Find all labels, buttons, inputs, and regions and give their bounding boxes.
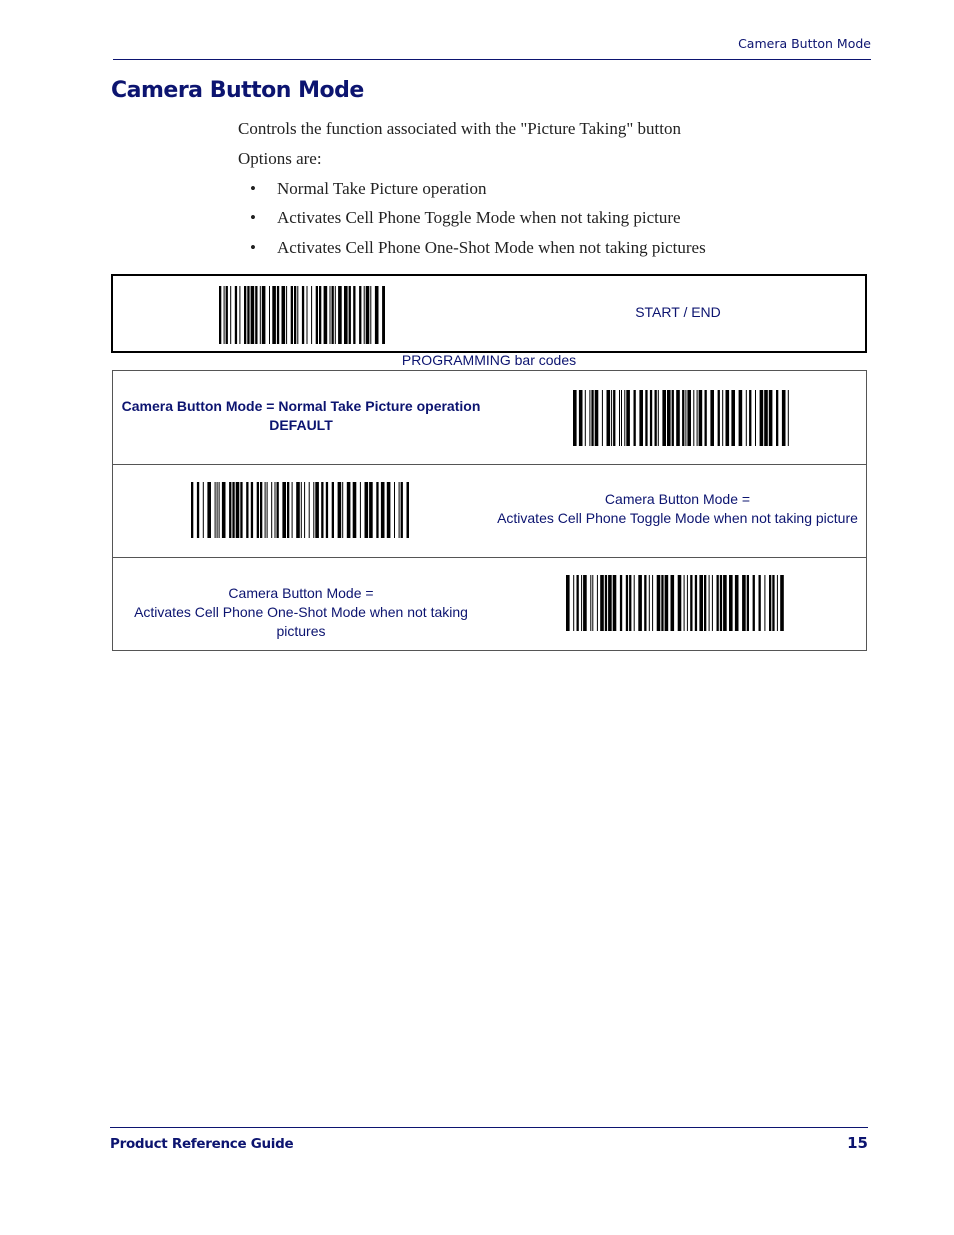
barcode-bar <box>611 390 612 446</box>
barcode-bar <box>639 390 643 446</box>
barcode-bar <box>191 482 193 538</box>
barcode-bar <box>326 482 328 538</box>
barcode-bar <box>197 482 199 538</box>
barcode-bar <box>626 390 630 446</box>
barcode-bar <box>780 575 784 631</box>
barcode-bar <box>592 575 593 631</box>
barcode-bar <box>573 575 574 631</box>
barcode-bar <box>401 482 403 538</box>
header-rule <box>113 59 871 60</box>
barcode-bar <box>704 575 706 631</box>
barcode-bar <box>330 286 331 344</box>
barcode-bar <box>726 390 730 446</box>
barcode-bar <box>269 286 270 344</box>
barcode-bar <box>782 390 786 446</box>
barcode-bar <box>407 482 410 538</box>
barcode-bar <box>360 482 361 538</box>
barcode-bar <box>735 575 739 631</box>
barcode-bar <box>301 482 302 538</box>
barcode-bar <box>311 286 312 344</box>
barcode-bar <box>370 286 371 344</box>
barcode-bar <box>760 390 764 446</box>
barcode-bar <box>282 482 286 538</box>
barcode-bar <box>286 286 287 344</box>
barcode-bar <box>222 482 226 538</box>
option-text: Normal Take Picture operation <box>277 179 487 198</box>
barcode-bar <box>638 575 642 631</box>
barcode-bar <box>272 286 276 344</box>
barcode-bar <box>236 482 240 538</box>
barcode-bar <box>203 482 204 538</box>
barcode-bar <box>634 575 635 631</box>
barcode-bar <box>277 482 279 538</box>
barcode-bar <box>699 390 703 446</box>
barcode-label-line1: Camera Button Mode = <box>228 585 374 601</box>
barcode-bar <box>359 286 361 344</box>
barcode-bar <box>657 575 661 631</box>
barcode-bar <box>335 286 336 344</box>
barcode-bar <box>399 482 400 538</box>
barcode-bar <box>665 575 669 631</box>
barcode-bar <box>678 575 682 631</box>
barcode-bar <box>364 286 365 344</box>
barcode-bar <box>282 286 286 344</box>
barcode-row-toggle <box>112 464 867 558</box>
barcode-bar <box>375 286 379 344</box>
option-text: Activates Cell Phone Toggle Mode when not taking picture <box>277 208 681 227</box>
barcode-toggle-mode <box>191 482 409 538</box>
barcode-bar <box>247 286 249 344</box>
barcode-bar <box>585 390 586 446</box>
running-header: Camera Button Mode <box>738 36 871 51</box>
barcode-bar <box>566 575 570 631</box>
bullet-icon: • <box>250 208 256 227</box>
barcode-bar <box>788 390 789 446</box>
barcode-bar <box>315 482 319 538</box>
barcode-bar <box>376 482 378 538</box>
barcode-bar <box>313 482 314 538</box>
barcode-label <box>113 584 489 641</box>
barcode-bar <box>321 482 323 538</box>
barcode-bar <box>597 575 598 631</box>
barcode-bar <box>644 575 646 631</box>
barcode-bar <box>583 575 587 631</box>
barcode-bar <box>776 390 778 446</box>
footer-guide-title: Product Reference Guide <box>110 1136 294 1152</box>
barcode-bar <box>381 482 385 538</box>
start-end-label: START / END <box>635 304 721 320</box>
barcode-bar <box>626 575 628 631</box>
barcode-bar <box>749 390 751 446</box>
barcode-bar <box>697 390 698 446</box>
barcode-bar <box>224 286 225 344</box>
barcode-label <box>113 397 489 435</box>
barcode-bar <box>650 390 652 446</box>
barcode-bar <box>687 575 688 631</box>
barcode-bar <box>332 286 334 344</box>
barcode-bar <box>690 575 692 631</box>
barcode-bar <box>687 390 691 446</box>
barcode-label-line2: DEFAULT <box>269 417 333 433</box>
barcode-bar <box>613 575 617 631</box>
options-intro: Options are: <box>238 149 322 168</box>
barcode-bar <box>772 575 774 631</box>
barcode-bar <box>369 482 373 538</box>
barcode-bar <box>579 390 583 446</box>
barcode-bar <box>387 482 391 538</box>
barcode-bar <box>347 482 351 538</box>
barcode-bar <box>573 390 577 446</box>
barcode-bar <box>309 482 310 538</box>
barcode-bar <box>262 286 266 344</box>
barcode-label-line1: Camera Button Mode = Normal Take Picture operation <box>121 398 481 414</box>
barcode-bar <box>307 286 308 344</box>
barcode-bar <box>581 575 582 631</box>
barcode-bar <box>720 575 722 631</box>
barcode-bar <box>602 390 603 446</box>
barcode-bar <box>649 575 650 631</box>
barcode-bar <box>366 286 370 344</box>
barcode-label-line2: Activates Cell Phone One-Shot Mode when not taking pictures <box>134 604 468 639</box>
barcode-bar <box>753 575 755 631</box>
barcode-bar <box>297 286 298 344</box>
barcode-bar <box>608 575 612 631</box>
barcode-bar <box>624 390 625 446</box>
barcode-bar <box>353 482 357 538</box>
barcode-bar <box>755 390 756 446</box>
barcode-bar <box>296 482 300 538</box>
barcode-label-line1: Camera Button Mode = <box>604 491 751 507</box>
barcode-bar <box>577 575 579 631</box>
barcode-bar <box>277 286 279 344</box>
barcode-bar <box>382 286 385 344</box>
barcode-row-normal <box>112 370 867 465</box>
section-description: Controls the function associated with the "Picture Taking" button <box>238 119 681 138</box>
barcode-bar <box>661 575 663 631</box>
barcode-bar <box>255 286 257 344</box>
barcode-bar <box>605 575 607 631</box>
barcode-label-line2: Activates Cell Phone Toggle Mode when not taking picture <box>497 510 858 526</box>
barcode-bar <box>747 575 749 631</box>
bullet-icon: • <box>250 238 256 257</box>
barcode-bar <box>244 286 246 344</box>
barcode-bar <box>344 286 348 344</box>
barcode-bar <box>226 286 228 344</box>
barcode-bar <box>667 390 671 446</box>
barcode-bar <box>324 286 328 344</box>
barcode-bar <box>267 482 268 538</box>
barcode-bar <box>712 575 713 631</box>
barcode-bar <box>645 390 647 446</box>
barcode-bar <box>759 575 761 631</box>
barcode-bar <box>229 482 231 538</box>
barcode-bar <box>629 575 631 631</box>
barcode-bar <box>662 390 666 446</box>
barcode-bar <box>239 286 240 344</box>
barcode-bar <box>251 482 253 538</box>
barcode-bar <box>251 286 255 344</box>
barcode-bar <box>246 482 248 538</box>
barcode-bar <box>652 575 653 631</box>
barcode-bar <box>769 575 771 631</box>
barcode-bar <box>365 482 369 538</box>
barcode-bar <box>595 390 599 446</box>
barcode-bar <box>682 390 684 446</box>
barcode-bar <box>235 286 237 344</box>
barcode-bar <box>672 390 674 446</box>
barcode-bar <box>232 482 234 538</box>
barcode-bar <box>287 482 289 538</box>
barcode-bar <box>219 482 220 538</box>
barcode-bar <box>292 482 293 538</box>
barcode-bar <box>215 482 216 538</box>
barcode-bar <box>257 482 259 538</box>
barcode-bar <box>302 286 304 344</box>
barcode-bar <box>769 390 773 446</box>
barcode-bar <box>731 390 735 446</box>
barcode-bar <box>621 390 622 446</box>
barcode-normal-take-picture <box>573 390 791 446</box>
barcode-one-shot-mode <box>566 575 784 631</box>
barcode-bar <box>271 482 272 538</box>
barcode-bar <box>699 575 703 631</box>
programming-label: PROGRAMMING bar codes <box>401 352 577 368</box>
footer-rule <box>110 1127 868 1128</box>
barcode-bar <box>655 390 657 446</box>
barcode-bar <box>607 390 611 446</box>
barcode-bar <box>634 390 636 446</box>
barcode-bar <box>742 575 746 631</box>
barcode-start-end <box>219 286 385 344</box>
barcode-bar <box>394 482 395 538</box>
barcode-bar <box>319 286 321 344</box>
barcode-bar <box>717 575 719 631</box>
barcode-row-one-shot <box>112 558 867 651</box>
barcode-bar <box>304 482 305 538</box>
barcode-bar <box>613 390 615 446</box>
barcode-bar <box>219 286 221 344</box>
barcode-bar <box>338 286 342 344</box>
page-title: Camera Button Mode <box>111 78 364 103</box>
barcode-bar <box>676 390 680 446</box>
barcode-bar <box>332 482 334 538</box>
start-end-box <box>111 274 867 353</box>
barcode-bar <box>777 575 778 631</box>
barcode-label <box>489 490 866 528</box>
page-number: 15 <box>847 1134 868 1152</box>
barcode-bar <box>693 390 694 446</box>
barcode-bar <box>710 390 714 446</box>
barcode-bar <box>729 575 733 631</box>
barcode-bar <box>207 482 211 538</box>
barcode-bar <box>230 286 231 344</box>
barcode-bar <box>723 575 727 631</box>
barcode-bar <box>764 390 768 446</box>
barcode-bar <box>342 482 343 538</box>
barcode-bar <box>275 482 276 538</box>
barcode-bar <box>739 390 743 446</box>
barcode-bar <box>684 575 685 631</box>
barcode-bar <box>722 390 723 446</box>
barcode-bar <box>349 286 351 344</box>
barcode-bar <box>709 575 710 631</box>
barcode-bar <box>600 575 604 631</box>
barcode-bar <box>671 575 675 631</box>
barcode-bar <box>658 390 659 446</box>
barcode-bar <box>620 575 622 631</box>
barcode-bar <box>746 390 747 446</box>
barcode-bar <box>590 575 591 631</box>
barcode-bar <box>217 482 218 538</box>
barcode-bar <box>695 575 697 631</box>
barcode-bar <box>338 482 342 538</box>
bullet-icon: • <box>250 179 256 198</box>
barcode-bar <box>619 390 620 446</box>
barcode-bar <box>316 286 318 344</box>
barcode-bar <box>589 390 590 446</box>
barcode-bar <box>718 390 720 446</box>
barcode-bar <box>353 286 355 344</box>
barcode-bar <box>591 390 593 446</box>
barcode-bar <box>294 286 296 344</box>
barcode-bar <box>685 390 686 446</box>
barcode-bar <box>705 390 707 446</box>
option-text: Activates Cell Phone One-Shot Mode when not taking pictures <box>277 238 706 257</box>
barcode-bar <box>764 575 765 631</box>
barcode-bar <box>291 286 293 344</box>
barcode-bar <box>240 482 242 538</box>
barcode-bar <box>260 482 262 538</box>
barcode-bar <box>260 286 261 344</box>
barcode-bar <box>265 482 266 538</box>
